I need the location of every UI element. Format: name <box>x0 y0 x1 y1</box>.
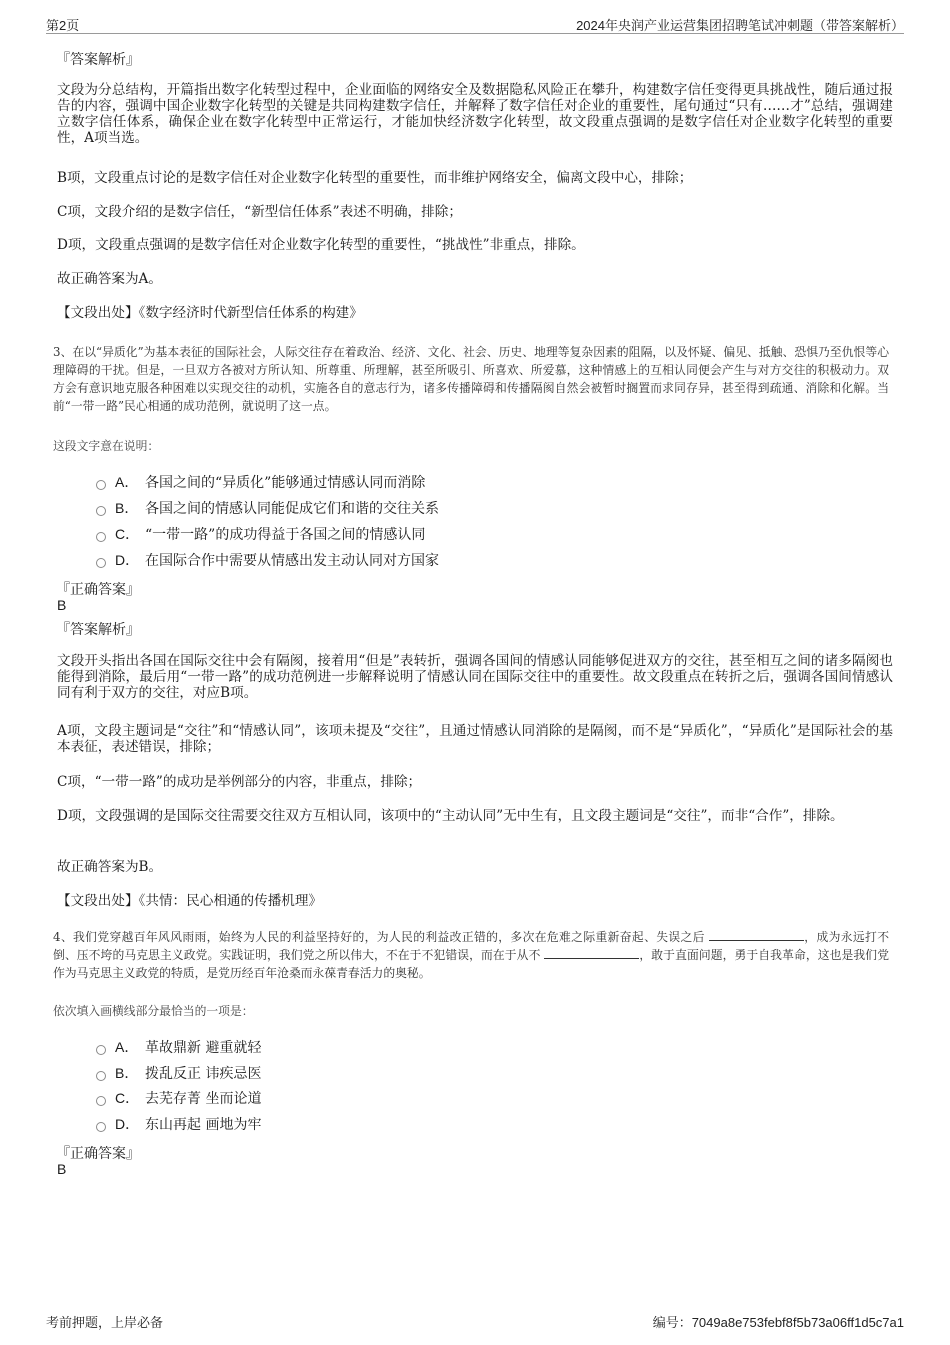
q3-analysis-a: A项，文段主题词是“交往”和“情感认同”，该项未提及“交往”，且通过情感认同消除的是隔阂，而不是“异质化”，“异质化”是国际社会的基本表征，表述错误，排除； <box>57 723 893 755</box>
document-title: 2024年央润产业运营集团招聘笔试冲刺题（带答案解析） <box>576 18 904 33</box>
q4-option-d[interactable]: D． 东山再起 画地为牢 <box>96 1114 261 1134</box>
source-prefix: 【文段出处】 <box>57 305 139 321</box>
q2-source <box>57 305 893 321</box>
q2-analysis-b: B项，文段重点讨论的是数字信任对企业数字化转型的重要性，而非维护网络安全，偏离文段中心，排除； <box>57 170 693 186</box>
radio-icon[interactable] <box>96 480 106 490</box>
q3-option-d[interactable]: D． 在国际合作中需要从情感出发主动认同对方国家 <box>96 550 439 570</box>
radio-icon[interactable] <box>96 558 106 568</box>
option-text: “一带一路”的成功得益于各国之间的情感认同 <box>145 527 426 543</box>
q2-analysis-c: C项，文段介绍的是数字信任，“新型信任体系”表述不明确，排除； <box>57 204 462 220</box>
radio-icon[interactable] <box>96 532 106 542</box>
document-code: 编号：7049a8e753febf8f5b73a06ff1d5c7a1 <box>652 1315 904 1330</box>
page-footer <box>46 1312 904 1332</box>
source-prefix: 【文段出处】 <box>57 893 139 909</box>
footer-slogan: 考前押题，上岸必备 <box>46 1315 164 1330</box>
analysis-label: 『答案解析』 <box>56 52 140 68</box>
q4-stem: 4、我们党穿越百年风风雨雨，始终为人民的利益坚持好的，为人民的利益改正错的，多次在危难之际重新奋起、失误之后 ，成为永远打不倒、压不垮的马克思主义政党。实践证明，我们党之所以伟大，不在于不犯错误，而在于从不 ，敢于直面问题，勇于自我革命，这也是我们党作为马克思主义政党的特质，是党历经百年沧桑而永葆青春活力的奥秘。 <box>53 930 889 980</box>
option-text: 拨乱反正 讳疾忌医 <box>145 1066 262 1082</box>
q3-analysis-d: D项，文段强调的是国际交往需要交往双方互相认同，该项中的“主动认同”无中生有，且文段主题词是“交往”，而非“合作”，排除。 <box>57 808 844 824</box>
q3-source <box>57 893 893 909</box>
q2-analysis-d: D项，文段重点强调的是数字信任对企业数字化转型的重要性，“挑战性”非重点，排除。 <box>57 237 585 253</box>
source-title: 《共情：民心相通的传播机理》 <box>138 893 323 909</box>
q3-analysis-c: C项，“一带一路”的成功是举例部分的内容，非重点，排除； <box>57 774 422 790</box>
q4-ask: 依次填入画横线部分最恰当的一项是： <box>53 1004 254 1018</box>
option-text: 在国际合作中需要从情感出发主动认同对方国家 <box>145 553 439 569</box>
option-text: 革故鼎新 避重就轻 <box>145 1040 262 1056</box>
q3-option-a[interactable]: A． 各国之间的“异质化”能够通过情感认同而消除 <box>96 472 425 492</box>
q3-stem: 3、在以“异质化”为基本表征的国际社会，人际交往存在着政治、经济、文化、社会、历史、地理等复杂因素的阻隔，以及怀疑、偏见、抵触、恐惧乃至仇恨等心理障碍的干扰。但是，一旦双方各被对方所认知、所尊重、所理解，甚至所吸引、所喜欢、所爱慕，这种情感上的互相认同便会产生与对方交往的积极动力。双方会有意识地克服各种困难以实现交往的动机，实施各自的意志行为，诸多传播障碍和传播隔阂自然会被暂时搁置而求同存异，甚至得到疏通、消除和化解。当前“一带一路”民心相通的成功范例，就说明了这一点。 <box>53 345 889 413</box>
q3-ask: 这段文字意在说明： <box>53 439 160 453</box>
blank-line-1 <box>709 929 804 941</box>
radio-icon[interactable] <box>96 506 106 516</box>
q2-conclusion: 故正确答案为A。 <box>57 271 162 287</box>
q4-option-c[interactable]: C． 去芜存菁 坐而论道 <box>96 1088 261 1108</box>
radio-icon[interactable] <box>96 1122 106 1132</box>
q3-conclusion: 故正确答案为B。 <box>57 859 163 875</box>
blank-line-2 <box>544 947 639 959</box>
option-text: 去芜存菁 坐而论道 <box>145 1091 262 1107</box>
q3-answer: B <box>57 597 67 613</box>
correct-answer-label: 『正确答案』 <box>56 582 140 598</box>
q4-option-a[interactable]: A． 革故鼎新 避重就轻 <box>96 1037 261 1057</box>
q3-option-c[interactable]: C． “一带一路”的成功得益于各国之间的情感认同 <box>96 524 425 544</box>
option-text: 各国之间的情感认同能促成它们和谐的交往关系 <box>145 501 439 517</box>
analysis-label: 『答案解析』 <box>56 622 140 638</box>
q2-analysis-main: 文段为分总结构，开篇指出数字化转型过程中，企业面临的网络安全及数据隐私风险正在攀升，构建数字信任变得更具挑战性，随后通过报告的内容，强调中国企业数字化转型的关键是共同构建数字信任，并解释了数字信任对企业的重要性，尾句通过“只有……才”总结，强调建立数字信任体系，确保企业在数字化转型中正常运行，才能加快经济数字化转型，故文段重点强调的是数字信任对企业数字化转型的重要性，A项当选。 <box>57 82 893 146</box>
correct-answer-label: 『正确答案』 <box>56 1146 140 1162</box>
radio-icon[interactable] <box>96 1071 106 1081</box>
q3-option-b[interactable]: B． 各国之间的情感认同能促成它们和谐的交往关系 <box>96 498 439 518</box>
q3-analysis-main: 文段开头指出各国在国际交往中会有隔阂，接着用“但是”表转折，强调各国间的情感认同能够促进双方的交往，甚至相互之间的诸多隔阂也能得到消除，最后用“一带一路”的成功范例进一步解释说明了情感认同在国际交往中的重要性。故文段重点在转折之后，强调各国间情感认同有利于双方的交往，对应B项。 <box>57 653 893 701</box>
radio-icon[interactable] <box>96 1045 106 1055</box>
option-text: 各国之间的“异质化”能够通过情感认同而消除 <box>145 475 426 491</box>
option-text: 东山再起 画地为牢 <box>145 1117 262 1133</box>
source-title: 《数字经济时代新型信任体系的构建》 <box>138 305 363 321</box>
page-number: 第2页 <box>46 18 80 33</box>
q4-answer: B <box>57 1161 67 1177</box>
page-header <box>46 13 904 34</box>
radio-icon[interactable] <box>96 1096 106 1106</box>
q4-option-b[interactable]: B． 拨乱反正 讳疾忌医 <box>96 1063 261 1083</box>
